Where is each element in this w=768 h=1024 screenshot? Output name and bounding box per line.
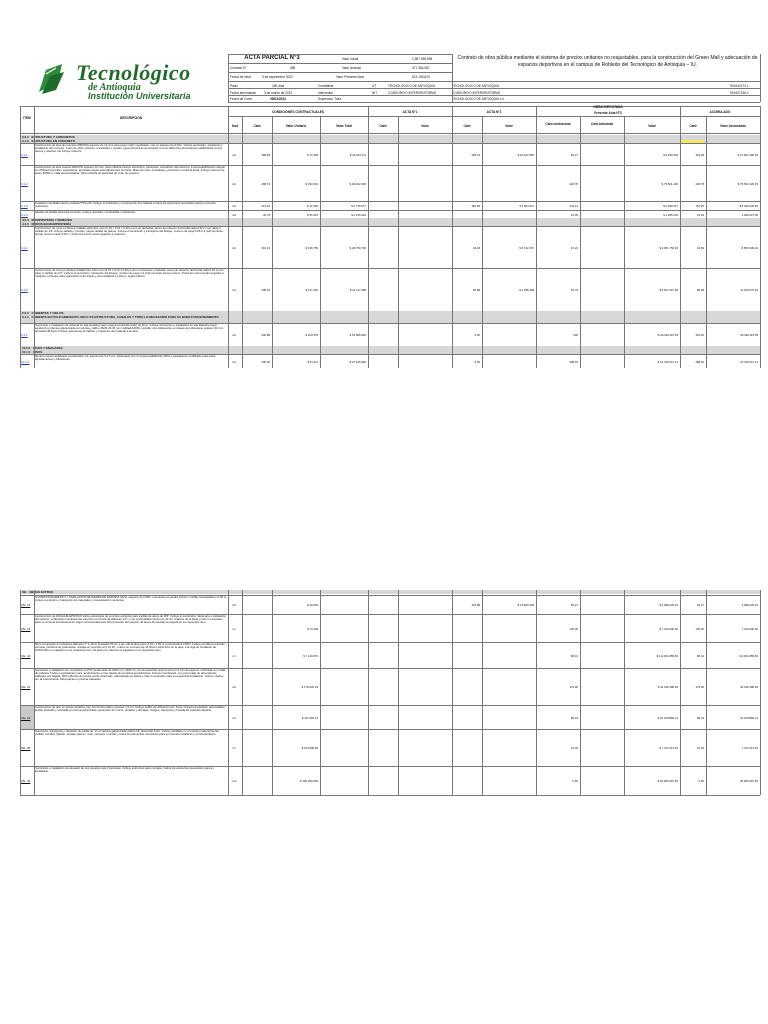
- total-value: $ 21.117.998: [349, 288, 366, 292]
- col-accumulated: ACUMULADO: [709, 110, 731, 114]
- column-divider: [706, 116, 707, 368]
- col-item: ITEM: [23, 116, 31, 120]
- accum-qty: 288,04: [695, 359, 704, 364]
- item-unit: m2: [232, 333, 236, 337]
- col-cant: Cant: [689, 124, 697, 128]
- column-divider: [320, 590, 321, 795]
- column-divider: [482, 116, 483, 368]
- extra-item-description: Suministro e instalación de membrana en PVC tensionada de 1000 m² x 1100 m², con la superficie tensora entre 1,5 mm de espesor, reforzada con malla de poliéster FLAG o equivalente, para recubrimiento en las plazas de la piscina semiolímpica. Incluye membranas, con porcentaje de dimensiones, traslapos por bajada, 90% reflexión de juntas, perfil coberturas, galvanizado en planta y todo lo necesario para su respectiva instalación. Cubre o define por la interventoría. Para plazas en piscina vaseados.: [35, 668, 226, 682]
- contract-qty: 391,19: [261, 245, 270, 250]
- item-code-link[interactable]: 3.1.1: [21, 152, 28, 157]
- contract-qty: 289,65: [261, 152, 270, 157]
- col-acta-2: ACTA N°2: [486, 110, 502, 114]
- unit-value: $ 198.759: [305, 245, 318, 250]
- value-label: Valor Presente Acta: [336, 75, 364, 79]
- institution-logo: [36, 60, 236, 100]
- extra-unit-value: $ 144.599,99: [301, 746, 318, 750]
- total-value: $ 48.759.736: [349, 245, 366, 250]
- current-value: $ 6.817.067,08: [659, 288, 678, 292]
- contract-qty: 288,73: [261, 181, 270, 186]
- contract-qty: 230,88: [261, 333, 270, 337]
- extra-unit: ml: [232, 653, 236, 658]
- extra-unit-value: $ 7.140.872: [303, 653, 318, 658]
- extra-accum-value: 7.310.900,00: [741, 626, 758, 631]
- column-divider: [536, 590, 537, 795]
- current-qty: 69,27: [571, 152, 578, 157]
- column-divider: [228, 590, 229, 795]
- col-obra: OBRA EJECUTADA: [593, 105, 623, 109]
- info-value: 05/03/2023: [270, 97, 286, 101]
- extra-item-code[interactable]: OE. 32: [21, 779, 31, 783]
- value-amount: UT: [372, 84, 377, 88]
- acta2-qty: 482,38: [471, 204, 480, 208]
- current-value: $ 2.599.317: [663, 204, 678, 208]
- info-value: 085: [290, 66, 296, 70]
- accum-qty: 43,83: [697, 245, 704, 250]
- section-row: OE OBRAS EXTRAS: [20, 590, 760, 594]
- unit-value: $ 51.411: [307, 359, 318, 364]
- extra-accum-value: 7.371.512,64: [741, 746, 758, 750]
- acta2-value: $ 5.893.311: [519, 204, 534, 208]
- item-unit: m2: [232, 359, 236, 364]
- item-code-link[interactable]: 3.1.3: [21, 204, 28, 208]
- value-label: Interventor: [318, 91, 334, 95]
- column-divider: [228, 106, 229, 368]
- column-divider: [242, 590, 243, 795]
- total-value: $ 27.425.590: [349, 359, 366, 364]
- contract-qty: 546,00: [261, 359, 270, 364]
- extra-unit-value: $ 150.960.600: [300, 779, 318, 783]
- accum-qty: 226,78: [695, 181, 704, 186]
- col-valor: Valor: [421, 124, 429, 128]
- column-divider: [34, 590, 35, 795]
- extra-accum-qty: 98,01: [697, 653, 704, 658]
- extra-current-value: $ 90.566.097,60: [657, 779, 678, 783]
- extra-item-description: Construcción de piso en grama sintética, tipo: E1 Fondo relleno espesor 1,5 cm, Incluye sellillo de ublicación por: fresa, limpieza preparada, desinstalado, pulida, lechada y revestida con arena pulverizada, protección de muros, pruebas y drenajes. Cargue, transporte y botada de material sobrante.: [35, 705, 226, 712]
- column-divider: [624, 590, 625, 795]
- col-cant-contractual: Cant contractual: [545, 122, 571, 126]
- total-value: $ 20.333.711: [349, 152, 366, 157]
- item-unit: m2: [232, 288, 236, 292]
- col-acta-1: ACTA N°1: [402, 110, 418, 114]
- extra-item-code[interactable]: OE. 22: [21, 653, 31, 658]
- acta2-value: $ 5.742.467: [519, 245, 534, 250]
- unit-value: $ 55.915: [307, 212, 318, 217]
- current-value: $ 75.521.326: [661, 181, 678, 186]
- current-value: $ 5.293.904: [663, 152, 678, 157]
- section-row: 5.1.0 CUBIERTA EN POLICARBONATO, INCLUYE ESTRUCTURA, CANALES Y TODO LO NECESARIO PARA SU BUEN FUNCIONAMIENTO: [20, 315, 760, 323]
- extra-unit-value: $ 117.903,15: [301, 715, 318, 720]
- item-code-link[interactable]: 3.1.2: [21, 181, 28, 186]
- value-amount: NIT: [372, 91, 378, 95]
- column-divider: [452, 590, 453, 795]
- column-divider: [680, 106, 681, 368]
- extra-unit-value: $ 178.020,33: [301, 685, 318, 689]
- total-value: $ 2.716.977: [351, 204, 366, 208]
- current-value: $ 1.286.230: [663, 212, 678, 217]
- acta2-qty: 295,01: [471, 152, 480, 157]
- party-nit: 901642173-1: [730, 84, 749, 88]
- current-qty: 288,04: [569, 359, 578, 364]
- extra-current-qty: 86,24: [571, 715, 578, 720]
- extra-current-value: $ 7.371.512,64: [659, 746, 678, 750]
- extra-unit: m2: [232, 715, 236, 720]
- extra-current-qty: 0,60: [572, 779, 578, 783]
- total-value: $ 2.615.642: [351, 212, 366, 217]
- value-label: Valor Inicial: [342, 57, 359, 61]
- item-description: Construcción de muro en bloque Catalán liso color ocre (0.15 x 0.10 x 0.40) a uno en interiores y fachada, acero de refuerzo horizontal cada 0.32 m con (dos) 2 varillas de 1/4". Incluye el suministro, transporte del bloque, mortero de pega 1:4 (cal) cemento arena mortero. Todos los muros serán pegados a máquina, el bloque debe garantizar muro limpio y una instalación a plomo, según planos.: [35, 268, 224, 279]
- section-row: 4.0.0 MAMPOSTERÍA Y REMATES: [20, 218, 760, 222]
- current-qty: 226,78: [569, 181, 578, 186]
- item-unit: m2: [232, 152, 236, 157]
- column-divider: [272, 590, 273, 795]
- current-qty: 51,79: [571, 288, 578, 292]
- col-valor: Valor: [648, 124, 656, 128]
- unit-value: $ 333.019: [305, 181, 318, 186]
- extra-unit: m2: [232, 685, 236, 689]
- extra-accum-qty: 86,24: [697, 715, 704, 720]
- accum-qty: 754,25: [695, 204, 704, 208]
- item-code-link[interactable]: 5.1.1: [21, 333, 28, 337]
- accum-value: 14.799.971,12: [740, 359, 758, 364]
- column-divider: [536, 106, 537, 368]
- extra-accum-qty: 0,60: [698, 779, 704, 783]
- accum-value: 86.966.115,55: [740, 333, 758, 337]
- extra-current-qty: 179,96: [569, 685, 578, 689]
- accum-qty: 391,45: [695, 333, 704, 337]
- item-unit: m3: [232, 212, 236, 217]
- value-label: Contratista: [318, 84, 334, 88]
- extra-unit: und: [231, 779, 237, 783]
- extra-accum-qty: 100,00: [695, 626, 704, 631]
- extra-current-value: $ 2.998.025,22: [659, 603, 678, 607]
- logo-subtitle: de Antioquia: [88, 82, 141, 93]
- extra-accum-qty: 179,96: [695, 685, 704, 689]
- column-divider: [482, 590, 483, 795]
- item-code-link[interactable]: 4.1.2: [21, 288, 28, 292]
- column-divider: [452, 106, 453, 368]
- total-value: $ 51.586.832: [349, 333, 366, 337]
- col-cant-adicional: Cant Adicional: [590, 122, 614, 126]
- extra-accum-qty: 69,27: [697, 603, 704, 607]
- item-unit: m2: [232, 181, 236, 186]
- accum-value: $ 8.492.628,50: [739, 204, 758, 208]
- acta2-value: $ 22.547.555: [517, 152, 534, 157]
- info-label: Contrato N°: [230, 66, 247, 70]
- column-divider: [20, 106, 21, 368]
- extra-item-description: Construcción de ANCLAJE EPÓXICO sobre estructuras de concreto existente para varillas de acero de 3/8", incluye el suministro, transporte e instalación del epóxico, perforación mecánica del concreto con broca de diámetro 1/2" y con profundidad mínima de 12 cm. Fijación de la barra y todo lo necesario para su correcta funcionamiento según recomendaciones del proveedor del epóxico. El acero del anclaje se pagará en su respectivo ítem.: [35, 614, 226, 625]
- item-description: Construcción de losa de concreto 4000 PSI espesor de 12 cms para green mall y deslizante, con un espesor de 0.10m. Incluye suministro, transporte e instalación del concreto, mano de obra, refuerzo, encofrados y curado, para estructuras de acuerdo con los diferentes dimensiones establecidos en los planos y diseños. No incluye refuerzo.: [35, 143, 223, 154]
- info-label: Fecha de Corte: [230, 97, 252, 101]
- column-divider: [272, 116, 273, 368]
- logo-name: Tecnológico: [76, 60, 191, 85]
- contract-qty: 548,03: [261, 288, 270, 292]
- extra-current-value: $ 7.310.900,00: [659, 626, 678, 631]
- item-description: Instalación de Malla electro-soldada 5*5-D-50. Incluye el suministro y el transporte del material a todos los elementos necesarios para su correcta colocación.: [35, 201, 216, 208]
- acta2-value: $ 4.485.408: [519, 288, 534, 292]
- column-divider: [368, 590, 369, 795]
- column-divider: [580, 116, 581, 368]
- column-divider: [20, 590, 21, 795]
- accum-qty: 364,28: [695, 152, 704, 157]
- extra-item-description: Suministro, transporte y ubicación de varilla de "U" en lámina galvanizada calibre 16, desarrollo 0.6m. Incluye detallado en el entorno material de las varillas, tornillos, fijación, anclaje externo, sello, cemento o similar y todos los elementos necesarios para su correcta instalación y funcionamiento.: [35, 729, 219, 736]
- party-name: CONSORCIO INTERVENTORÍAS: [452, 91, 501, 95]
- section-row: 3.1.0 ESTRUCTURA EN CONCRETO: [20, 139, 760, 143]
- extra-unit: m2: [232, 603, 236, 607]
- value-label: Supervisor Tdea: [318, 97, 342, 101]
- section-row: 10.0.0 PISOS Y ENCHAPES: [20, 346, 760, 350]
- column-divider: [624, 116, 625, 368]
- column-divider: [398, 590, 399, 795]
- highlight-cell: [680, 140, 704, 143]
- col-vunit: Valor Unitario: [285, 124, 307, 128]
- info-value: 180 días: [272, 84, 285, 88]
- section-row: 3.0.0 ESTRUCTURA Y CONCRETOS: [20, 135, 760, 139]
- accum-value: 11.108.475,46: [740, 288, 758, 292]
- column-divider: [706, 590, 707, 795]
- current-qty: 15,22: [571, 245, 578, 250]
- extra-item-description: Suministro e instalación de eleoador de dos puestos para 3 personas, incluye estructura para montaje y todos los elementos necesarios para su instalación.: [35, 766, 214, 773]
- extra-item-code[interactable]: OE. 16: [21, 626, 31, 631]
- party-name: TECNOLÓGICO DE ANTIOQUIA: [388, 84, 436, 88]
- info-label: Plazo: [230, 84, 238, 88]
- unit-value: $ 70.169: [307, 152, 318, 157]
- unit-value: $ 12.355: [307, 204, 318, 208]
- value-amount: 2.387.055.998: [412, 57, 433, 61]
- contract-qty: 46,78: [263, 212, 270, 217]
- extra-current-value: $ 111.921.889,86: [656, 653, 678, 658]
- item-description: Suministro e instalación de cubierta en teja standing seam (sistema policarbonato) de 8mm. Incluye accesorios e instalación de teja standing seam sandwich en lámina galvanizada con pintura, calibre 26/24 26.45 mm Calidad AZ150 o similar, con aislamiento en placas de poliuretano espesor 30 mm, densidad 38 kg/m3 incluye elementos de fijación y transporte del material a la obra.: [35, 323, 224, 334]
- accum-value: $ 75.521.326,03: [737, 181, 758, 186]
- extra-item-description: ACONDICIONAMIENTO Y NIVELACIÓN DE PIEDRA DE ENTREVLAS(1), espesor de 0.08m, entresuelo en piedra sin(1) m cortilla compactada m 0.05 m. Incluye suministro y transporte de materiales y compactación mecánica.: [35, 595, 227, 602]
- column-divider: [580, 590, 581, 795]
- value-amount: 477.384.087: [412, 66, 430, 70]
- extra-accum-qty: 51,00: [697, 746, 704, 750]
- item-code-link[interactable]: 10.1.1: [21, 359, 30, 364]
- extra-current-value: $ 32.018.388,84: [657, 685, 678, 689]
- col-cant: Cant: [253, 124, 261, 128]
- item-code-link[interactable]: 4.1.1: [21, 245, 28, 250]
- current-value: $ 46.066.115,55: [657, 333, 678, 337]
- col-contract-conditions: CONDICIONES CONTRACTUALES: [271, 110, 325, 114]
- column-divider: [398, 116, 399, 368]
- accum-value: 8.856.399,02: [741, 245, 758, 250]
- section-row: 4.1.0 MUROS EN MAMPOSTERÍA: [20, 222, 760, 226]
- extra-current-qty: 51,00: [571, 746, 578, 750]
- current-value: $ 14.799.971,12: [657, 359, 678, 364]
- extra-accum-value: 10.168.886,12: [740, 715, 758, 720]
- column-divider: [320, 116, 321, 368]
- accum-value: 1.286.227,00: [741, 212, 758, 217]
- logo-tagline: Institución Universitaria: [88, 91, 191, 101]
- acta2-qty: 95,88: [473, 288, 480, 292]
- extra-accum-value: 90.566.097,60: [740, 779, 758, 783]
- item-unit: m2: [232, 245, 236, 250]
- item-unit: m2: [232, 204, 236, 208]
- row-divider: [20, 795, 760, 796]
- column-divider: [760, 106, 761, 368]
- section-row: 5.0.0 CUBIERTAS Y CIELOS: [20, 311, 760, 315]
- acta2-qty: 0,00: [474, 333, 480, 337]
- unit-value: $ 223.579: [305, 333, 318, 337]
- unit-value: $ 127.603: [305, 288, 318, 292]
- item-description: Alquiler de flotalla para losa concreto, incluye operador, combustible y transporte.: [35, 210, 136, 214]
- extra-item-code[interactable]: OE. 24: [21, 715, 31, 720]
- extra-unit: ml: [232, 746, 236, 750]
- page-title: ACTA PARCIAL N°3: [244, 55, 300, 61]
- col-description: DESCRIPCIÓN: [119, 116, 143, 120]
- col-cant: Cant: [379, 124, 387, 128]
- section-row: 10.1.0 PISOS: [20, 350, 760, 354]
- extra-current-qty: 98,01: [571, 653, 578, 658]
- col-presente: Presente Acta N°3: [594, 111, 622, 115]
- total-value: $ 96.492.036: [349, 181, 366, 186]
- extra-unit: un: [232, 626, 236, 631]
- value-amount: 513.155.819: [412, 75, 430, 79]
- column-divider: [680, 590, 681, 795]
- value-label: Valor Anticipo: [342, 66, 362, 70]
- column-divider: [242, 116, 243, 368]
- info-label: Fecha terminación: [230, 91, 257, 95]
- current-qty: 206: [573, 333, 578, 337]
- extra-item-code[interactable]: OE. 15: [21, 603, 31, 607]
- extra-current-qty: 100,00: [569, 626, 578, 631]
- extra-accum-value: 32.018.388,84: [740, 685, 758, 689]
- info-value: 3 de marzo de 2023: [264, 91, 293, 95]
- col-cant: Cant: [463, 124, 471, 128]
- current-value: $ 3.081.750,93: [659, 245, 678, 250]
- contract-qty: 213,61: [261, 204, 270, 208]
- item-code-link[interactable]: 3.1.4: [21, 212, 28, 217]
- extra-unit-value: $ 40.000: [307, 603, 318, 607]
- item-description: Construcción de losa maciza 3000 PSI espesor 12 cms, para cubierta incluye suministro, transporte, colocación del concreto, impermeabilización integral con Plastocrete 169 o equivalente, aprobado según especificaciones técnicas. Mano de obra, formaletas y protección contra la lluvia. Incluye refuerzo de acero 60000 y malla electrosoldada. Para cubierta de planchas de 0.4m de espesor.: [35, 165, 225, 176]
- party-nit: 901627196-1: [730, 91, 749, 95]
- extra-current-value: $ 10.168.886,12: [657, 715, 678, 720]
- extra-acta2-qty: 379,88: [471, 603, 480, 607]
- logo-leaf-icon: [36, 62, 66, 96]
- extra-accum-value: 2.998.025,22: [741, 603, 758, 607]
- item-description: Construcción de muro en bloque Catalán split color ocre (0.15 x 0.10 x 0.40) a uno en fachadas, acero de refuerzo horizontal cada 0.32 m con (dos) 2 varillas de 1/4" incluye sellado y mortero, según detalle de planos. Incluye el suministro y transporte del bloque, mortero de pega 0.25 0.4 (cal) cemento arena) mortero cada 0.50 m. Todos los muros serán pegados a máquina.: [35, 226, 223, 237]
- extra-unit-value: $ 73.109: [307, 626, 318, 631]
- col-valor: Valor: [505, 124, 513, 128]
- acta2-qty: 0,00: [474, 359, 480, 364]
- current-qty: 23,00: [571, 212, 578, 217]
- col-vtotal: Valor Total: [335, 124, 353, 128]
- current-qty: 243,41: [569, 204, 578, 208]
- extra-item-code[interactable]: OE. 26: [21, 746, 31, 750]
- party-name: CONSORCIO INTERVENTORÍAS: [388, 91, 437, 95]
- col-valor-acumulado: Valor Acumulado: [720, 124, 746, 128]
- contract-description: Contrato de obra pública mediante el sistema de precios unitarios no reajustables, para la construcción del Green Mall y adecuación de espacios deportivos en el campus de Robledo del Tecnológico de Antioquia – IU.: [457, 55, 758, 68]
- extra-acta2-value: $ 13.820.399: [517, 603, 534, 607]
- accum-qty: 86,98: [697, 288, 704, 292]
- item-description: Mortero impermeabilizado pendientado 1:4, espesor de 5 a 5 cm, adicionado con un impermeabilizante SIKA o equivalente modificado para evitar agrietamientos y filtraciones.: [35, 354, 216, 361]
- column-divider: [760, 590, 761, 795]
- extra-item-description: Muro compuesto en tubulares diámetro 2" m.3mm separado 50 cm a eje, altura libre entre 2.10 y 1.60 m a empotrados 0.50m. Incluye tornillería a acople, carrusel, perfilería de poliuretano, anclaje en concreto al 2"x0.10", marco en concreto de 15 hilos 0.10x0.40m en la tapa, a la viga de fundación de 0.50x0.40m en pagarán en su respectivo ítem. El acero de refuerzo se pagarán en su respectivo ítem.: [35, 642, 226, 653]
- accum-qty: 23,00: [697, 212, 704, 217]
- info-label: Fecha de inicio: [230, 75, 252, 79]
- party-name: TECNOLÓGICO DE ANTIOQUIA: [452, 84, 500, 88]
- party-name: TECNOLÓGICO DE ANTIOQUIA I.U.: [452, 97, 505, 101]
- acta2-qty: 43,48: [473, 245, 480, 250]
- info-value: 3 de septiembre 2022: [262, 75, 293, 79]
- extra-item-code[interactable]: OE. 23: [21, 685, 31, 689]
- column-divider: [368, 106, 369, 368]
- extra-current-qty: 69,27: [571, 603, 578, 607]
- column-divider: [34, 106, 35, 368]
- col-und: Und: [231, 124, 239, 128]
- extra-accum-value: 111.921.889,86: [738, 653, 758, 658]
- accum-value: $ 27.841.496,99: [737, 152, 758, 157]
